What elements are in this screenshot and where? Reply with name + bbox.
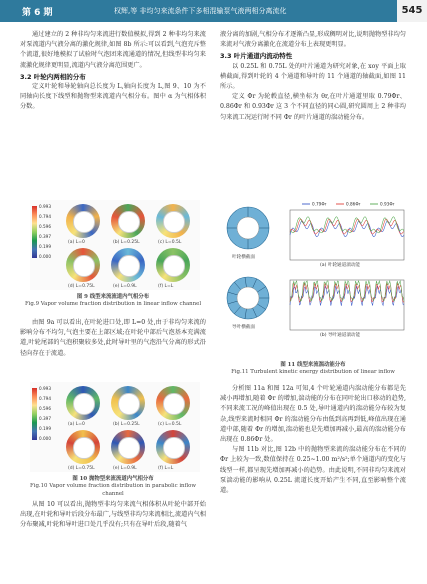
fig10-contour-ring — [66, 430, 100, 464]
fig9-contour-ring — [66, 248, 100, 282]
fig10-subfigure-label: (c) L=0.5L — [158, 422, 182, 427]
fig9-colorbar-tick: 0.000 — [39, 254, 51, 259]
fig9-subfigure-label: (a) L=0 — [68, 240, 85, 245]
fig9-subfigure-label: (d) L=0.75L — [68, 284, 95, 289]
figure-11-caption: 图 11 线型来流湍动能分布 Fig.11 Turbulent kinetic energy distribution of linear inflow — [231, 362, 395, 376]
fig10-contour-ring — [156, 430, 190, 464]
right-column-top — [220, 30, 406, 123]
fig10-subfigure-label: (e) L=0.9L — [113, 466, 137, 471]
fig9-subfigure-label: (e) L=0.9L — [113, 284, 137, 289]
diffuser-section-label: 导叶横截面 — [232, 325, 255, 330]
fig10-contour-ring — [156, 386, 190, 420]
fig10-colorbar-tick: 0.993 — [39, 386, 51, 391]
fig10-subfigure-label: (a) L=0 — [68, 422, 85, 427]
page-number: 545 — [397, 0, 427, 22]
fig10-contour-ring — [66, 386, 100, 420]
section-3-2-title: 3.2 叶轮内两相的分布 — [20, 72, 86, 81]
hub-circle — [237, 217, 259, 239]
fig12-comparison-paragraph: 与图 11b 对比,图 12b 中的抛物型来流的湍动能分布在不同的 Φr 上较为一致,数值保持在 0.25~1.00 m²/s²;单个通道内的变化与线型一样,都呈现先增加再减小的趋势。由此说明,不同非均匀来流对泵湍动能的影响从 0.25L 流道长度开始产生不同,直至影响整个流道。 — [220, 446, 406, 495]
fig10-colorbar-tick: 0.596 — [39, 406, 51, 411]
figure-9 — [30, 200, 200, 290]
legend-label: 0.79Φr — [312, 201, 327, 207]
fig10-subfigure-label: (f) L=L — [158, 466, 174, 471]
fig10-contour-ring — [111, 386, 145, 420]
section-3-2-paragraph: 定义叶轮和导轮轴向总长度为 L,轴向长度为 L,图 9、10 为不同轴向长度下线型和抛物型来流道内气相分布。图中 α 为气相体积分数。 — [20, 83, 206, 111]
legend-label: 0.93Φr — [380, 201, 395, 207]
fig9-contour-ring — [66, 204, 100, 238]
left-column-top — [20, 30, 206, 113]
figure-10 — [30, 382, 200, 472]
fig9-contour-ring — [156, 248, 190, 282]
figure-9-caption: 图 9 线型来流流道内气相分布 Fig.9 Vapor volume fraction distribution in linear inflow channel — [24, 294, 202, 308]
page-header — [0, 0, 427, 22]
fig10-colorbar-tick: 0.397 — [39, 416, 51, 421]
fig9-colorbar-tick: 0.199 — [39, 244, 51, 249]
intro-paragraph: 通过建立的 2 种非均匀来流进行数值模拟,得到 2 种非均匀来流对泵流道内气液分离的激化规律,如图 8b 所示:可以看到,气泡充斥整个流道,很好地模拟了试验时气泡团来流通道的情况,但线型非均匀来流激化规律更明显,流道内气液分离范围更广。 — [20, 31, 206, 69]
fig10-colorbar-tick: 0.000 — [39, 436, 51, 441]
definition-paragraph: 定义 Φr 为轮毂直径,横坐标为 θr,在叶片通道里取 0.79Φr、0.86Φr 和 0.93Φr 这 3 个不同直径的同心圆,研究圆周上 2 种非均匀来流工况运行时不同 Φr 的叶片通道的湍动能分布。 — [220, 93, 406, 121]
fig9-subfigure-label: (f) L=L — [158, 284, 174, 289]
fig9-colorbar-tick: 0.596 — [39, 224, 51, 229]
fig10-contour-ring — [111, 430, 145, 464]
fig10-colorbar-tick: 0.199 — [39, 426, 51, 431]
left-column-middle — [20, 318, 206, 359]
fig9-colorbar — [32, 206, 37, 258]
fig9-contour-ring — [111, 248, 145, 282]
figure-11-graphic — [222, 200, 408, 356]
fig9-discussion-paragraph: 由图 9a 可以看出,在叶轮进口处,即 L=0 处,由于非均匀来流的影响分布不均匀,气泡主要在上部区域;在叶轮中部后气泡基本充满流道,叶轮尾部的气泡积聚较多处,此时导叶里的气泡沿气分离的形式沿径向存在于流道。 — [20, 319, 206, 357]
impeller-tke-subcaption: (a) 叶轮通道湍动能 — [320, 263, 361, 268]
tke-series-line — [290, 217, 404, 233]
issue-number: 第 6 期 — [22, 8, 53, 18]
continued-paragraph: 液分离的加剧,气相分布才逐渐凸显,形成稠明对比,说明抛物型非均匀来流对气液分离激化在流道分布上表现更明显。 — [220, 31, 406, 49]
fig9-colorbar-tick: 0.794 — [39, 214, 51, 219]
fig11-analysis-paragraph: 分析图 11a 和图 12a 可知,4 个叶轮通道内湍动能分布都是先减小再增加,随着 Φr 的增加,湍动能的分布在同叶轮出口移动的趋势,不同来流工况的峰值出现在 0.5 处,导叶通道内的湍动能分布较为复杂,线型来流时相同 Φr 的湍动能分布由低到高再到低,峰值出现在通道中部,随着 Φr 的增加,湍动能也是先增加再减小,最高的湍动能分布出现在 0.86Φr 处。 — [220, 385, 406, 444]
fig9-subfigure-label: (b) L=0.25L — [113, 240, 140, 245]
running-title: 权辉,等 非均匀来流条件下多相混输泵气液两相分离流化 — [114, 7, 287, 15]
impeller-section-label: 叶轮横截面 — [232, 255, 255, 260]
figure-10-caption: 图 10 抛物型来流流道内气相分布 Fig.10 Vapor volume fraction distribution in parabolic inflow channel — [30, 476, 196, 497]
fig10-colorbar — [32, 388, 37, 440]
hub-circle — [237, 287, 259, 309]
fig10-subfigure-label: (b) L=0.25L — [113, 422, 140, 427]
figure-11 — [222, 200, 408, 356]
fig10-colorbar-tick: 0.794 — [39, 396, 51, 401]
fig10-subfigure-label: (d) L=0.75L — [68, 466, 95, 471]
section-3-3-paragraph: 以 0.25L 和 0.75L 处的叶片通道为研究对象,在 xoy 平面上取横截面,得到叶轮的 4 个通道和导叶的 11 个通道的轴截面,如图 11 所示。 — [220, 62, 406, 91]
diffuser-tke-subcaption: (b) 导叶通道湍动能 — [320, 333, 361, 338]
fig9-colorbar-tick: 0.993 — [39, 204, 51, 209]
fig9-contour-ring — [111, 204, 145, 238]
fig9-contour-ring — [156, 204, 190, 238]
fig9-subfigure-label: (c) L=0.5L — [158, 240, 182, 245]
fig9-colorbar-tick: 0.397 — [39, 234, 51, 239]
left-column-bottom — [20, 500, 206, 531]
fig10-discussion-paragraph: 从图 10 可以看出,抛物型非均匀来流气相体积从叶轮中部开始出现,在叶轮和导叶后段分布最广,与线型非均匀来流相比,流道内气相分布聚减,叶轮和导叶进口处几乎没有;只有在导叶后段,随着气 — [20, 501, 206, 529]
section-3-3-title: 3.3 叶片通道内流动特性 — [220, 52, 293, 61]
right-column-bottom — [220, 384, 406, 496]
legend-label: 0.86Φr — [346, 201, 361, 207]
